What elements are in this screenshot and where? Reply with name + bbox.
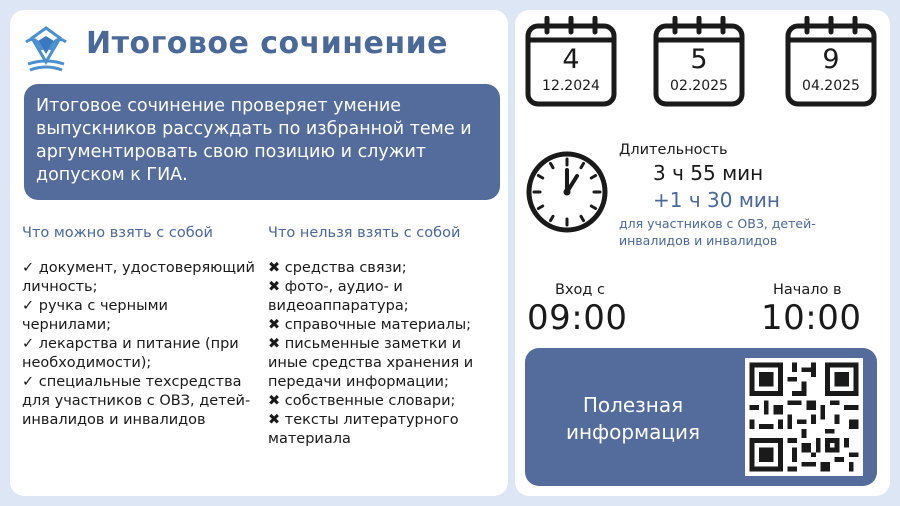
intro-text: Итоговое сочинение проверяет умение выпускников рассуждать по избранной теме и аргументировать свою позицию и служит допуском к ГИА. bbox=[24, 84, 500, 200]
left-panel bbox=[10, 10, 508, 496]
date-month: 12.2024 bbox=[542, 78, 600, 94]
allowed-item: ✓ лекарства и питание (при необходимости); bbox=[22, 336, 239, 371]
date-day: 5 bbox=[690, 44, 708, 75]
allowed-list bbox=[22, 259, 258, 430]
right-panel bbox=[515, 10, 890, 496]
date-day: 9 bbox=[822, 44, 840, 75]
forbidden-item: ✖ собственные словари; bbox=[268, 393, 456, 409]
forbidden-item: ✖ письменные заметки и иные средства хранения и передачи информации; bbox=[268, 336, 474, 390]
forbidden-heading: Что нельзя взять с собой bbox=[268, 225, 461, 241]
entry-time: 09:00 bbox=[527, 298, 628, 338]
useful-info-label: Полезная информация bbox=[565, 393, 701, 444]
qr-code-icon[interactable] bbox=[745, 358, 863, 476]
logo-icon bbox=[20, 22, 72, 74]
date-card bbox=[653, 16, 745, 108]
entry-label: Вход с bbox=[555, 282, 606, 298]
date-month: 02.2025 bbox=[670, 78, 728, 94]
forbidden-item: ✖ справочные материалы; bbox=[268, 317, 472, 333]
date-card bbox=[525, 16, 617, 108]
allowed-heading: Что можно взять с собой bbox=[22, 225, 213, 241]
duration-main: 3 ч 55 мин bbox=[653, 161, 764, 185]
date-card bbox=[785, 16, 877, 108]
useful-info-banner[interactable] bbox=[525, 348, 877, 486]
duration-note: для участников с ОВЗ, детей-инвалидов и инвалидов bbox=[619, 216, 816, 248]
forbidden-item: ✖ тексты литературного материала bbox=[268, 412, 459, 447]
allowed-item: ✓ ручка с черными чернилами; bbox=[22, 298, 168, 333]
clock-icon bbox=[525, 150, 609, 234]
date-month: 04.2025 bbox=[802, 78, 860, 94]
allowed-item: ✓ документ, удостоверяющий личность; bbox=[22, 260, 255, 295]
forbidden-list bbox=[268, 259, 504, 449]
forbidden-item: ✖ фото-, аудио- и видеоаппаратура; bbox=[268, 279, 409, 314]
start-time: 10:00 bbox=[761, 298, 862, 338]
duration-label: Длительность bbox=[619, 142, 728, 158]
allowed-item: ✓ специальные техсредства для участников с ОВЗ, детей-инвалидов и инвалидов bbox=[22, 374, 251, 428]
duration-extra: +1 ч 30 мин bbox=[653, 188, 780, 212]
page-title: Итоговое сочинение bbox=[86, 26, 448, 61]
start-label: Начало в bbox=[773, 282, 842, 298]
forbidden-item: ✖ средства связи; bbox=[268, 260, 407, 276]
date-day: 4 bbox=[562, 44, 580, 75]
